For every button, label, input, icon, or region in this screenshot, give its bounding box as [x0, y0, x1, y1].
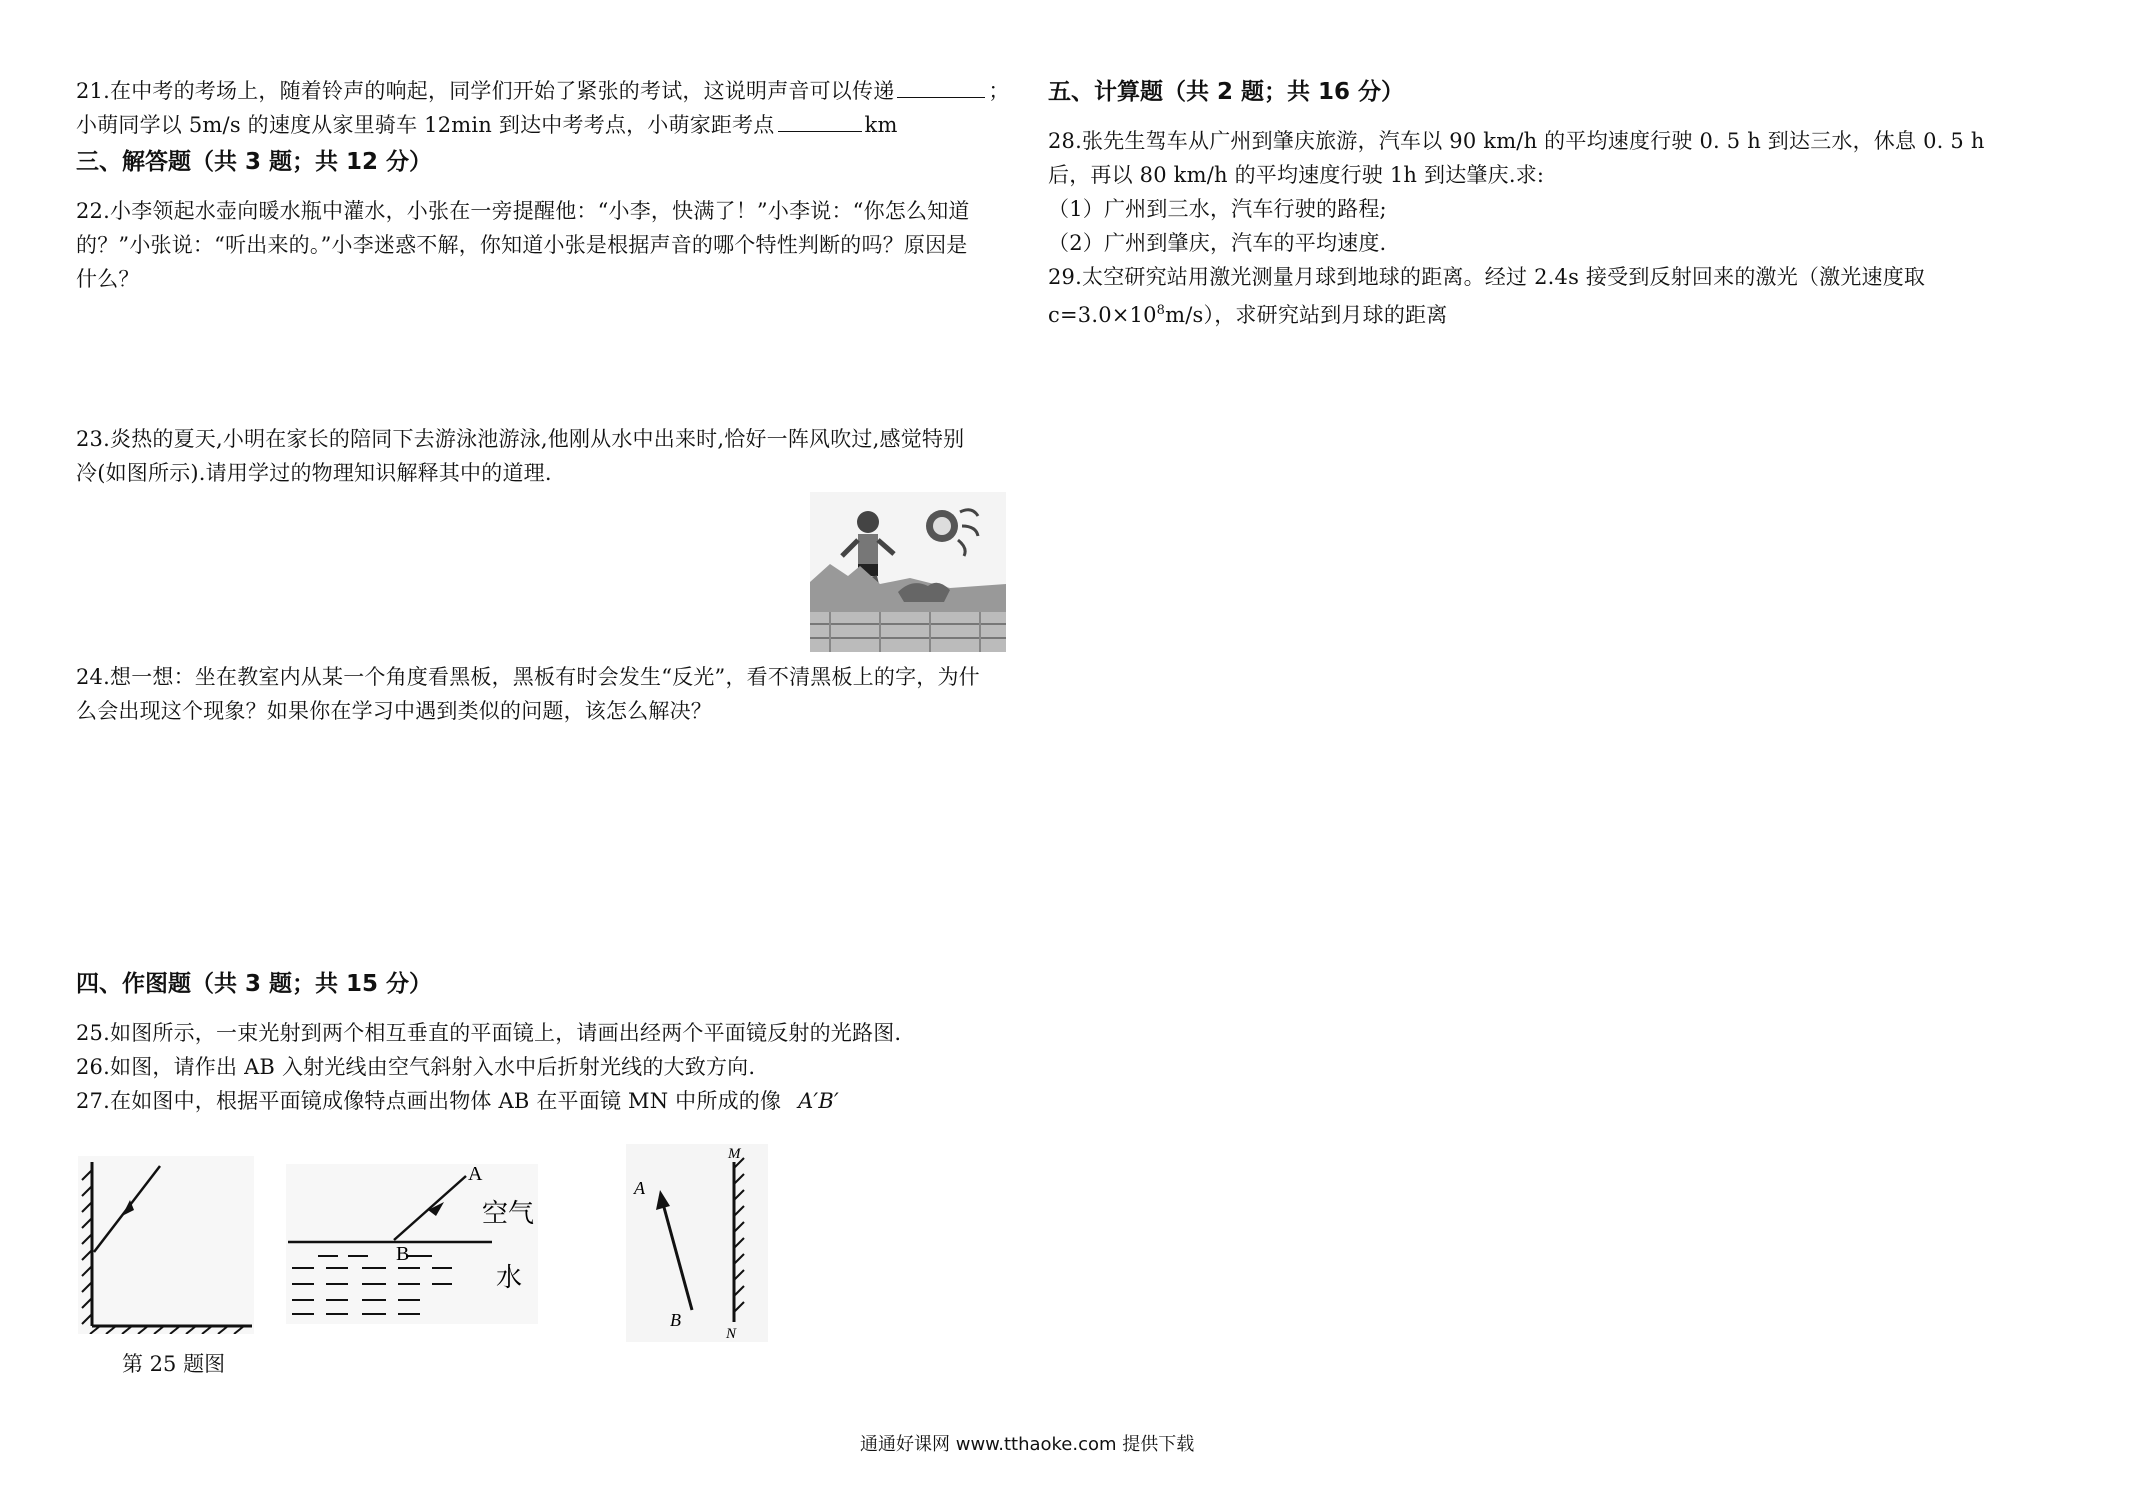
section-4-title: 四、作图题（共 3 题；共 15 分） — [76, 971, 433, 997]
fig26-label-b: B — [396, 1243, 410, 1265]
fig27-label-a: A — [634, 1178, 645, 1198]
question-22-line-2: 的？”小张说：“听出来的。”小李迷惑不解，你知道小张是根据声音的哪个特性判断的吗？原因是 — [76, 233, 968, 257]
question-29-line-1: 29.太空研究站用激光测量月球到地球的距离。经过 2.4s 接受到反射回来的激光（激光速度取 — [1048, 265, 1926, 289]
fig27-label-m: M — [728, 1146, 741, 1162]
figure-26-refraction — [286, 1164, 538, 1324]
question-21-line-1: 21.在中考的考场上，随着铃声的响起，同学们开始了紧张的考试，这说明声音可以传递 ； — [76, 79, 1010, 103]
question-28-part-1: （1）广州到三水，汽车行驶的路程; — [1048, 197, 1387, 221]
figure-25-caption: 第 25 题图 — [122, 1352, 226, 1376]
section-3-title: 三、解答题（共 3 题；共 12 分） — [76, 149, 433, 175]
question-23-line-1: 23.炎热的夏天,小明在家长的陪同下去游泳池游泳,他刚从水中出来时,恰好一阵风吹过,感觉特别 — [76, 427, 965, 451]
section-5-title: 五、计算题（共 2 题；共 16 分） — [1048, 79, 1405, 105]
answer-blank-21b[interactable] — [778, 111, 862, 132]
question-24-line-2: 么会出现这个现象？如果你在学习中遇到类似的问题，该怎么解决？ — [76, 699, 712, 723]
swimmer-illustration — [810, 492, 1006, 652]
image-label-ab: A′B′ — [798, 1089, 839, 1113]
swimmer-in-wind-figure — [810, 492, 1006, 652]
question-21-line-2: 小萌同学以 5m/s 的速度从家里骑车 12min 到达中考考点，小萌家距考点 km — [76, 113, 898, 137]
question-28-line-2: 后，再以 80 km/h 的平均速度行驶 1h 到达肇庆.求: — [1048, 163, 1545, 187]
question-29-line-2: $c=3.0\times 10^8m/s$），求研究站到月球的距离 — [1048, 303, 1448, 327]
figure-27-plane-mirror — [626, 1144, 768, 1342]
question-26: 26.如图，请作出 AB 入射光线由空气斜射入水中后折射光线的大致方向. — [76, 1055, 756, 1079]
question-25: 25.如图所示，一束光射到两个相互垂直的平面镜上，请画出经两个平面镜反射的光路图. — [76, 1021, 902, 1045]
answer-blank-21a[interactable] — [897, 77, 985, 98]
question-28-line-1: 28.张先生驾车从广州到肇庆旅游，汽车以 90 km/h 的平均速度行驶 0. 5 h 到达三水，休息 0. 5 h — [1048, 129, 1985, 153]
question-27: 27.在如图中，根据平面镜成像特点画出物体 AB 在平面镜 MN 中所成的像 A′B′ — [76, 1089, 839, 1113]
footer-source: 通通好课网 www.tthaoke.com 提供下载 — [860, 1434, 1195, 1455]
question-28-part-2: （2）广州到肇庆，汽车的平均速度. — [1048, 231, 1387, 255]
fig26-water-label: 水 — [496, 1263, 523, 1293]
fig27-label-b: B — [670, 1310, 681, 1330]
fig26-label-a: A — [468, 1164, 483, 1185]
question-22-line-3: 什么？ — [76, 267, 140, 291]
fig27-label-n: N — [726, 1326, 737, 1342]
figure-25-perpendicular-mirrors — [78, 1156, 254, 1334]
question-23-line-2: 冷(如图所示).请用学过的物理知识解释其中的道理. — [76, 461, 552, 485]
question-22-line-1: 22.小李领起水壶向暖水瓶中灌水，小张在一旁提醒他：“小李，快满了！”小李说：“你怎么知道 — [76, 199, 970, 223]
fig26-air-label: 空气 — [482, 1199, 535, 1229]
question-24-line-1: 24.想一想：坐在教室内从某一个角度看黑板，黑板有时会发生“反光”，看不清黑板上的字，为什 — [76, 665, 980, 689]
